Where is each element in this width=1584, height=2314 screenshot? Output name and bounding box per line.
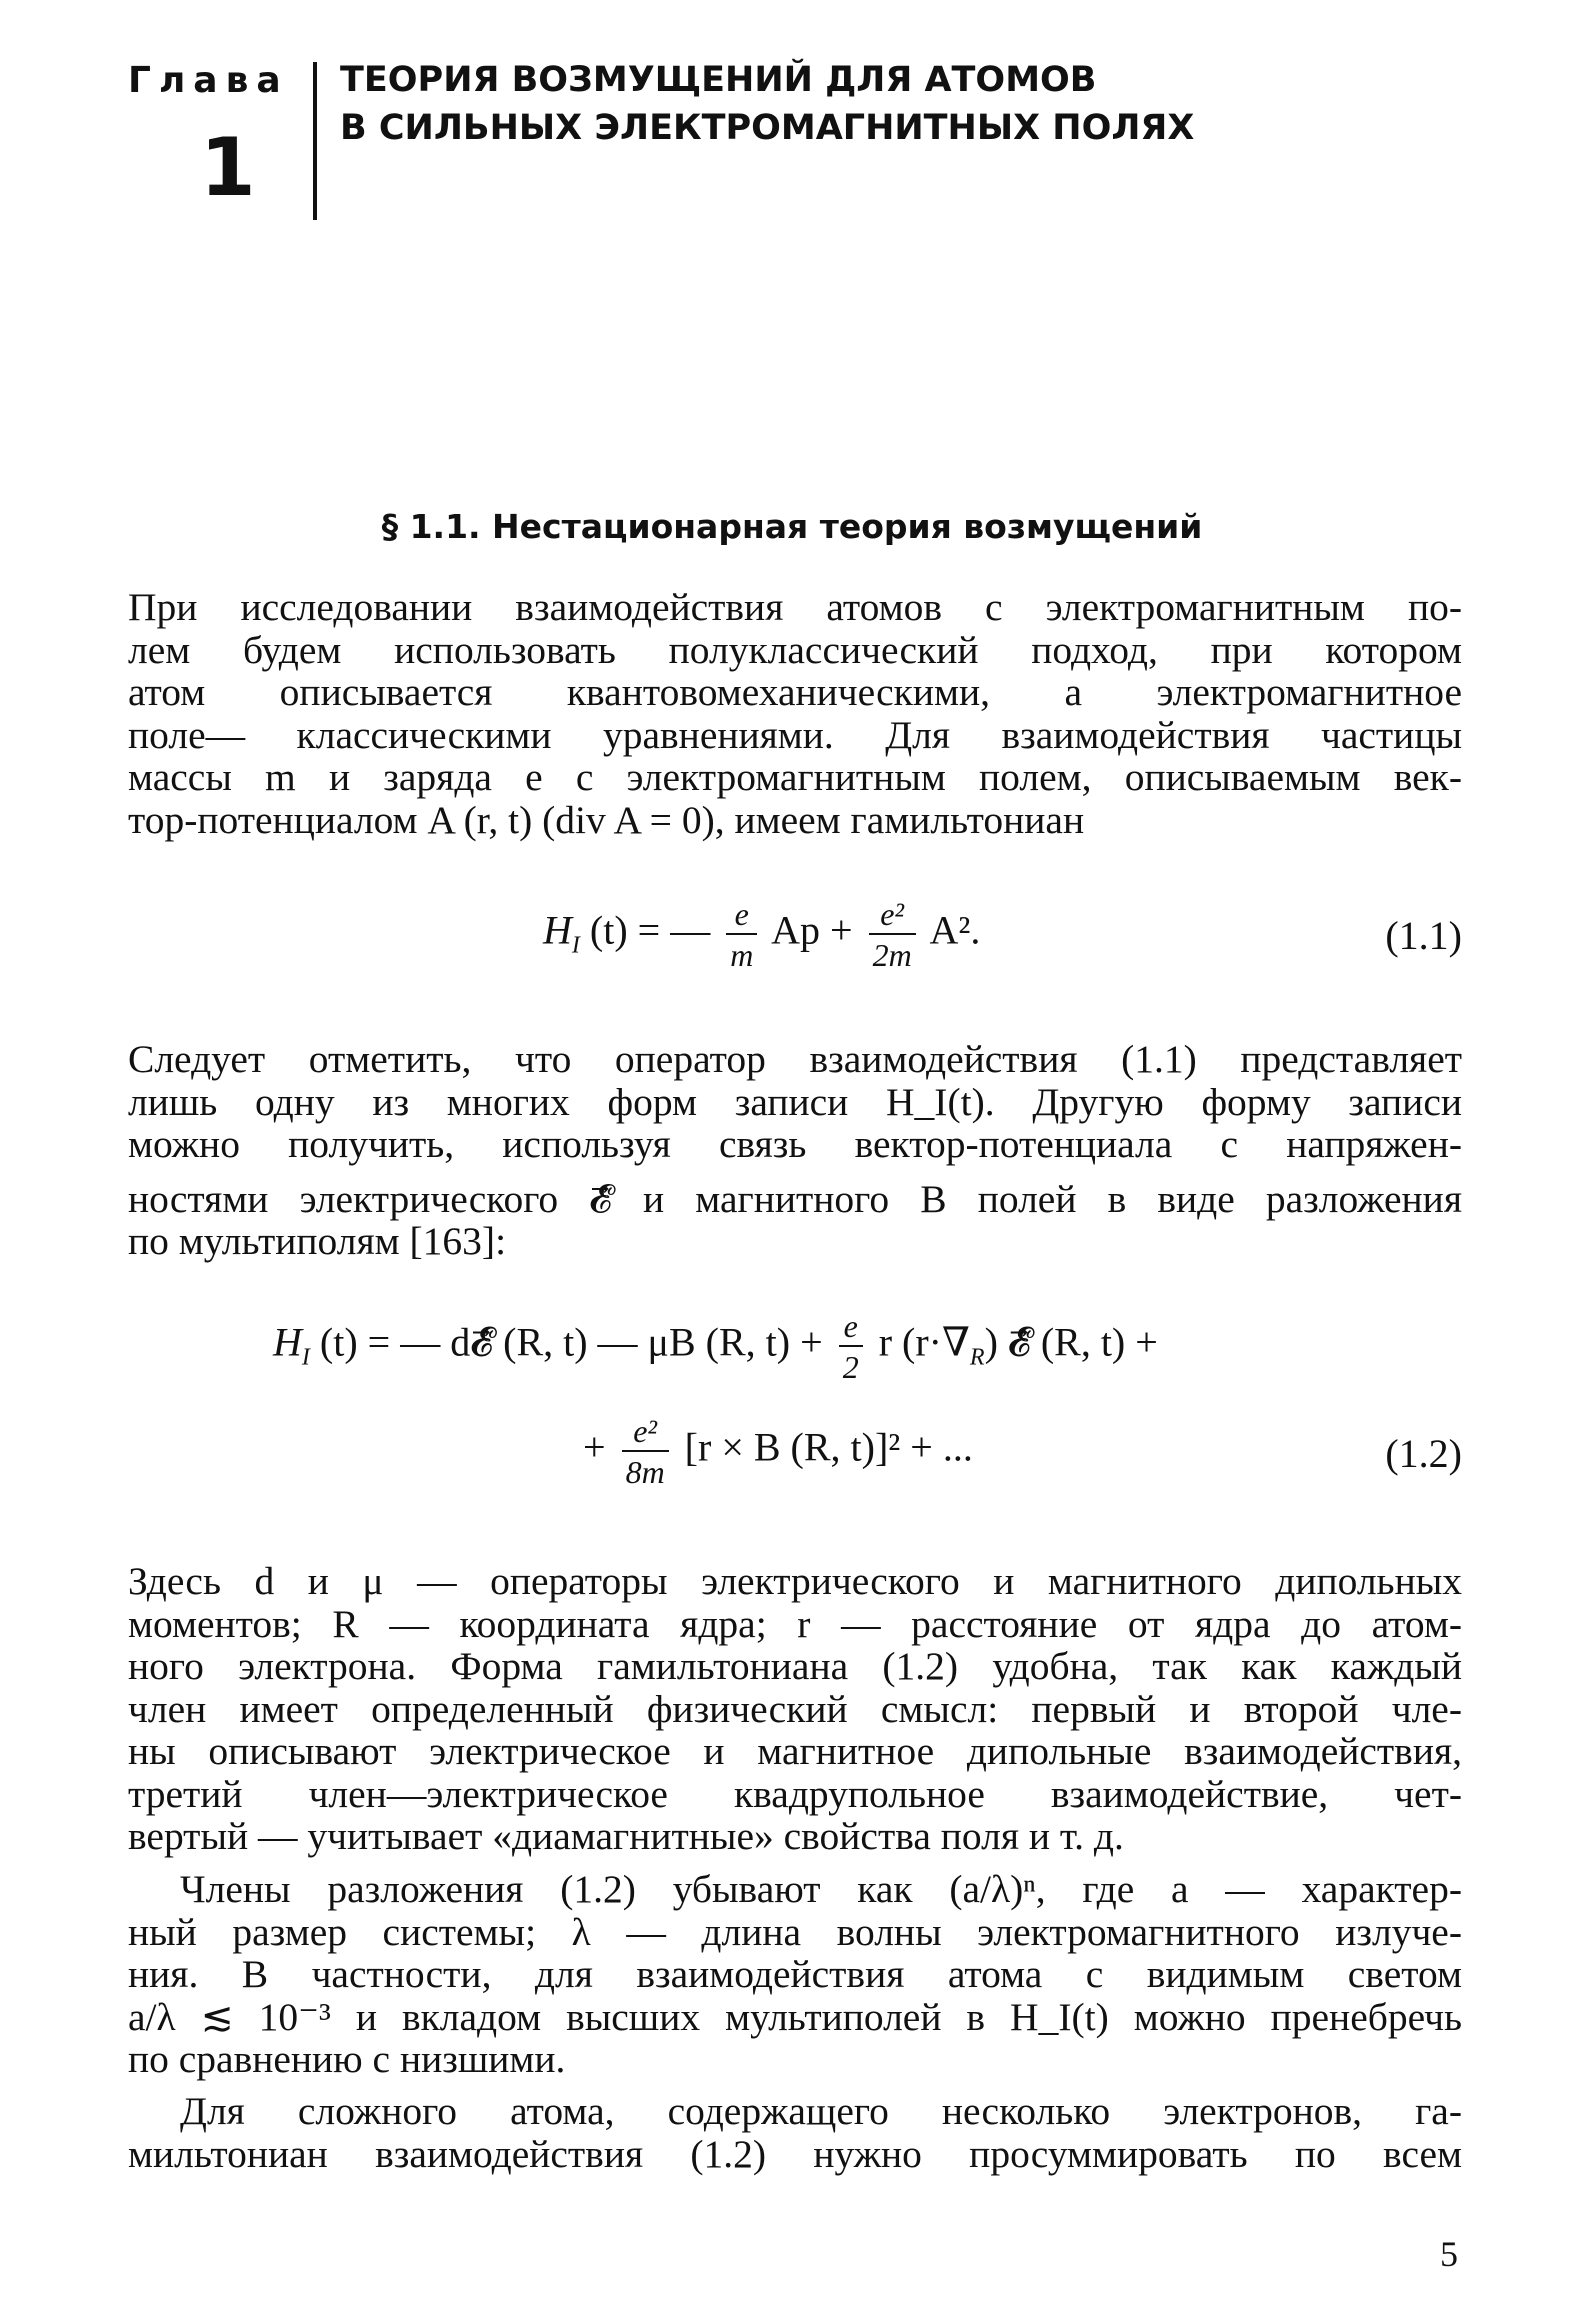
text-line: третий член—электрическое квадрупольное взаимодействие, чет- xyxy=(128,1771,1462,1816)
eq-text: Ap + xyxy=(771,907,863,953)
equation-line xyxy=(583,1415,973,1488)
text-line: атом описывается квантовомеханическими, а электромагнитное xyxy=(128,670,1462,714)
text-line: лем будем использовать полуклассический подход, при котором xyxy=(128,627,1462,672)
eq-subscript: I xyxy=(571,932,580,959)
eq-subscript: I xyxy=(301,1344,310,1371)
text-line: ного электрона. Форма гамильтониана (1.2) удобна, так как каждый xyxy=(128,1644,1462,1688)
fraction-denominator: 2m xyxy=(872,937,912,973)
text-line: Следует отметить, что оператор взаимодействия (1.1) представляет xyxy=(128,1037,1462,1081)
eq-text: r (r·∇ xyxy=(878,1319,970,1365)
chapter-label: Глава xyxy=(128,60,289,101)
equation-body xyxy=(543,898,980,971)
text-line: можно получить, используя связь вектор-потенциала с напряжен- xyxy=(128,1122,1462,1166)
equation-line: $H_I$ (t) = — d𝓔⃗ (R, t) — μB (R, t) + $\frac{e}{2}$ r $(r\cdot\nabla_R)$ 𝓔⃗ (R, t) + xyxy=(273,1308,1158,1385)
eq-text: [r × B (R, t)]² + ... xyxy=(684,1424,973,1470)
text-line: ния. В частности, для взаимодействия атома с видимым светом xyxy=(128,1952,1462,1996)
equation-number: (1.2) xyxy=(1385,1431,1462,1476)
chapter-divider xyxy=(313,62,317,220)
text-line: Члены разложения (1.2) убывают как (a/λ)ⁿ, где a — характер- xyxy=(180,1867,1462,1911)
text-line: по мультиполям [163]: xyxy=(128,1219,507,1263)
fraction-numerator: e² xyxy=(622,1415,669,1452)
chapter-number: 1 xyxy=(200,121,256,214)
text-line: массы m и заряда e с электромагнитным полем, описываемым век- xyxy=(128,755,1462,799)
equation-1-2 xyxy=(128,1310,1462,1510)
fraction xyxy=(726,898,757,971)
fraction-numerator: e xyxy=(839,1310,863,1347)
paragraph xyxy=(128,2090,1462,2175)
text-line: поле— классическими уравнениями. Для взаимодействия частицы xyxy=(128,712,1462,757)
equation-number: (1.1) xyxy=(1385,913,1462,958)
fraction xyxy=(622,1415,669,1488)
text-line: Для сложного атома, содержащего несколько электронов, га- xyxy=(180,2089,1462,2133)
fraction xyxy=(839,1310,863,1383)
chapter-title xyxy=(340,56,1440,152)
fraction-numerator: e xyxy=(726,898,757,935)
paragraph xyxy=(128,1868,1462,2081)
fraction xyxy=(869,898,916,971)
text-line: тор-потенциалом A (r, t) (div A = 0), имеем гамильтониан xyxy=(128,797,1085,842)
fraction-denominator: 8m xyxy=(625,1454,665,1490)
fraction-denominator: 2 xyxy=(842,1349,859,1385)
text-line: ностями электрического 𝓔⃗ и магнитного B полей в виде разложения xyxy=(128,1176,1462,1221)
text-line: моментов; R — координата ядра; r — расстояние от ядра до атом- xyxy=(128,1601,1462,1646)
paragraph xyxy=(128,1560,1462,1858)
text-line: мильтониан взаимодействия (1.2) нужно просуммировать по всем xyxy=(128,2131,1462,2176)
text-line: a/λ ≲ 10⁻³ и вкладом высших мультиполей в H_I(t) можно пренебречь xyxy=(128,1994,1462,2039)
text-line: ный размер системы; λ — длина волны электромагнитного излуче- xyxy=(128,1909,1462,1954)
eq-text: (t) = — xyxy=(579,907,721,953)
text-line: ны описывают электрическое и магнитное дипольные взаимодействия, xyxy=(128,1729,1462,1773)
paragraph xyxy=(128,586,1462,841)
eq-text: (t) = — d𝓔⃗ (R, t) — μB (R, t) + xyxy=(319,1319,833,1365)
eq-symbol-h: H xyxy=(273,1319,302,1365)
eq-text: ) 𝓔⃗ (R, t) + xyxy=(984,1319,1158,1365)
text-line: член имеет определенный физический смысл: первый и второй чле- xyxy=(128,1686,1462,1731)
text-line: по сравнению с низшими. xyxy=(128,2037,566,2081)
text-line: лишь одну из многих форм записи H_I(t). Другую форму записи xyxy=(128,1079,1462,1124)
paragraph xyxy=(128,1038,1462,1263)
eq-symbol-h: H xyxy=(543,907,572,953)
chapter-title-line: ТЕОРИЯ ВОЗМУЩЕНИЙ ДЛЯ АТОМОВ xyxy=(340,60,1097,100)
fraction-denominator: m xyxy=(730,937,754,973)
chapter-title-line: В СИЛЬНЫХ ЭЛЕКТРОМАГНИТНЫХ ПОЛЯХ xyxy=(340,108,1195,148)
section-title: § 1.1. Нестационарная теория возмущений xyxy=(381,507,1203,546)
fraction-numerator: e² xyxy=(869,898,916,935)
eq-text: A². xyxy=(929,907,981,953)
text-line: При исследовании взаимодействия атомов с электромагнитным по- xyxy=(128,585,1462,629)
equation-1-1 xyxy=(128,898,1462,988)
text-line: Здесь d и μ — операторы электрического и магнитного дипольных xyxy=(128,1559,1462,1603)
text-line: вертый — учитывает «диамагнитные» свойства поля и т. д. xyxy=(128,1814,1124,1858)
page-number: 5 xyxy=(1440,2234,1458,2274)
eq-text: + xyxy=(583,1424,616,1470)
